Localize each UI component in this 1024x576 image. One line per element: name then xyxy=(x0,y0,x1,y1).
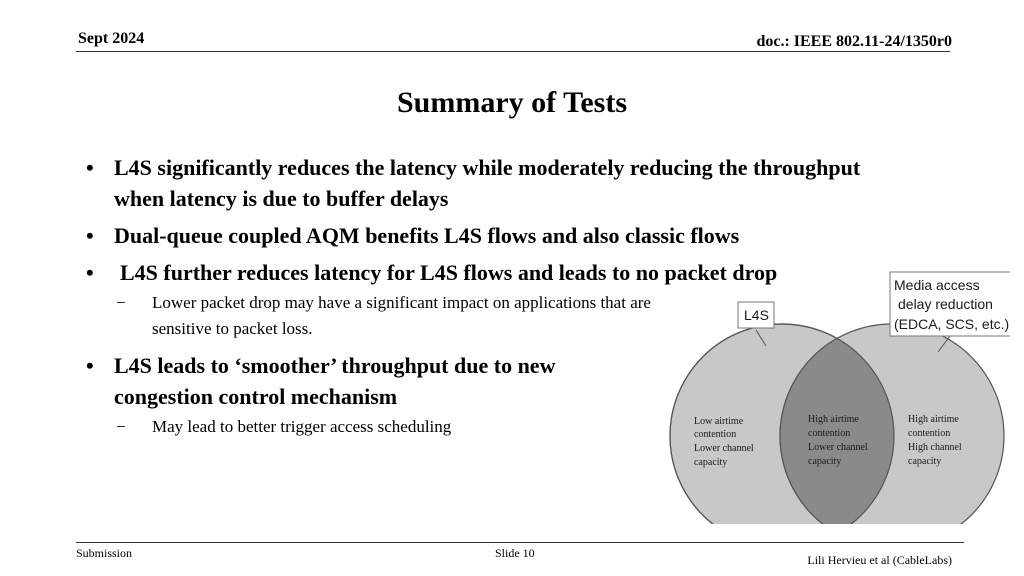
venn-diagram xyxy=(660,262,1010,524)
footer-submission: Submission xyxy=(76,546,133,560)
bullet-item xyxy=(86,152,906,214)
bullet-text: L4S further reduces latency for L4S flows and leads to no packet drop xyxy=(120,260,778,285)
sub-bullet-text: Lower packet drop may have a significant impact on applications that are sensitive to packet loss. xyxy=(152,293,651,338)
footer-slide-number: Slide 10 xyxy=(495,546,535,560)
dash-icon: − xyxy=(116,417,126,436)
left-region-line2: contention xyxy=(694,429,737,440)
header-date: Sept 2024 xyxy=(78,30,145,47)
footer-authors: Lili Hervieu et al (CableLabs) xyxy=(807,553,952,567)
bullet-item xyxy=(86,220,906,251)
callout-media-line1: Media access xyxy=(894,277,980,293)
overlap-region-line4: capacity xyxy=(808,456,842,467)
left-region-line4: capacity xyxy=(694,457,728,468)
sub-bullet-text: May lead to better trigger access scheduling xyxy=(152,417,452,436)
dash-icon: − xyxy=(116,293,126,312)
bullet-text: L4S significantly reduces the latency while moderately reducing the throughput when latency is due to buffer delays xyxy=(114,155,861,211)
right-region-line1: High airtime xyxy=(908,414,959,425)
left-region-line3: Lower channel xyxy=(694,443,754,454)
bullet-icon: • xyxy=(86,155,94,180)
callout-media-line3: (EDCA, SCS, etc.) xyxy=(894,316,1010,332)
bullet-text: L4S leads to ‘smoother’ throughput due to new congestion control mechanism xyxy=(114,353,556,409)
header-divider xyxy=(76,51,950,52)
sub-bullet-item xyxy=(86,290,712,342)
overlap-region-line3: Lower channel xyxy=(808,442,868,453)
left-region-line1: Low airtime xyxy=(694,416,744,427)
sub-bullet-item xyxy=(86,414,712,440)
right-region-line2: contention xyxy=(908,428,951,439)
footer-divider xyxy=(76,542,964,543)
bullet-item xyxy=(86,350,654,412)
header-doc-id: doc.: IEEE 802.11-24/1350r0 xyxy=(756,33,952,50)
bullet-icon: • xyxy=(86,223,94,248)
bullet-text: Dual-queue coupled AQM benefits L4S flows and also classic flows xyxy=(114,223,740,248)
bullet-icon: • xyxy=(86,260,94,285)
bullet-icon: • xyxy=(86,353,94,378)
callout-media-line2: delay reduction xyxy=(898,296,993,312)
callout-label-l4s: L4S xyxy=(744,307,769,323)
overlap-region-line2: contention xyxy=(808,428,851,439)
right-region-line3: High channel xyxy=(908,442,962,453)
slide-title: Summary of Tests xyxy=(396,86,628,119)
overlap-region-line1: High airtime xyxy=(808,414,859,425)
right-region-line4: capacity xyxy=(908,456,942,467)
